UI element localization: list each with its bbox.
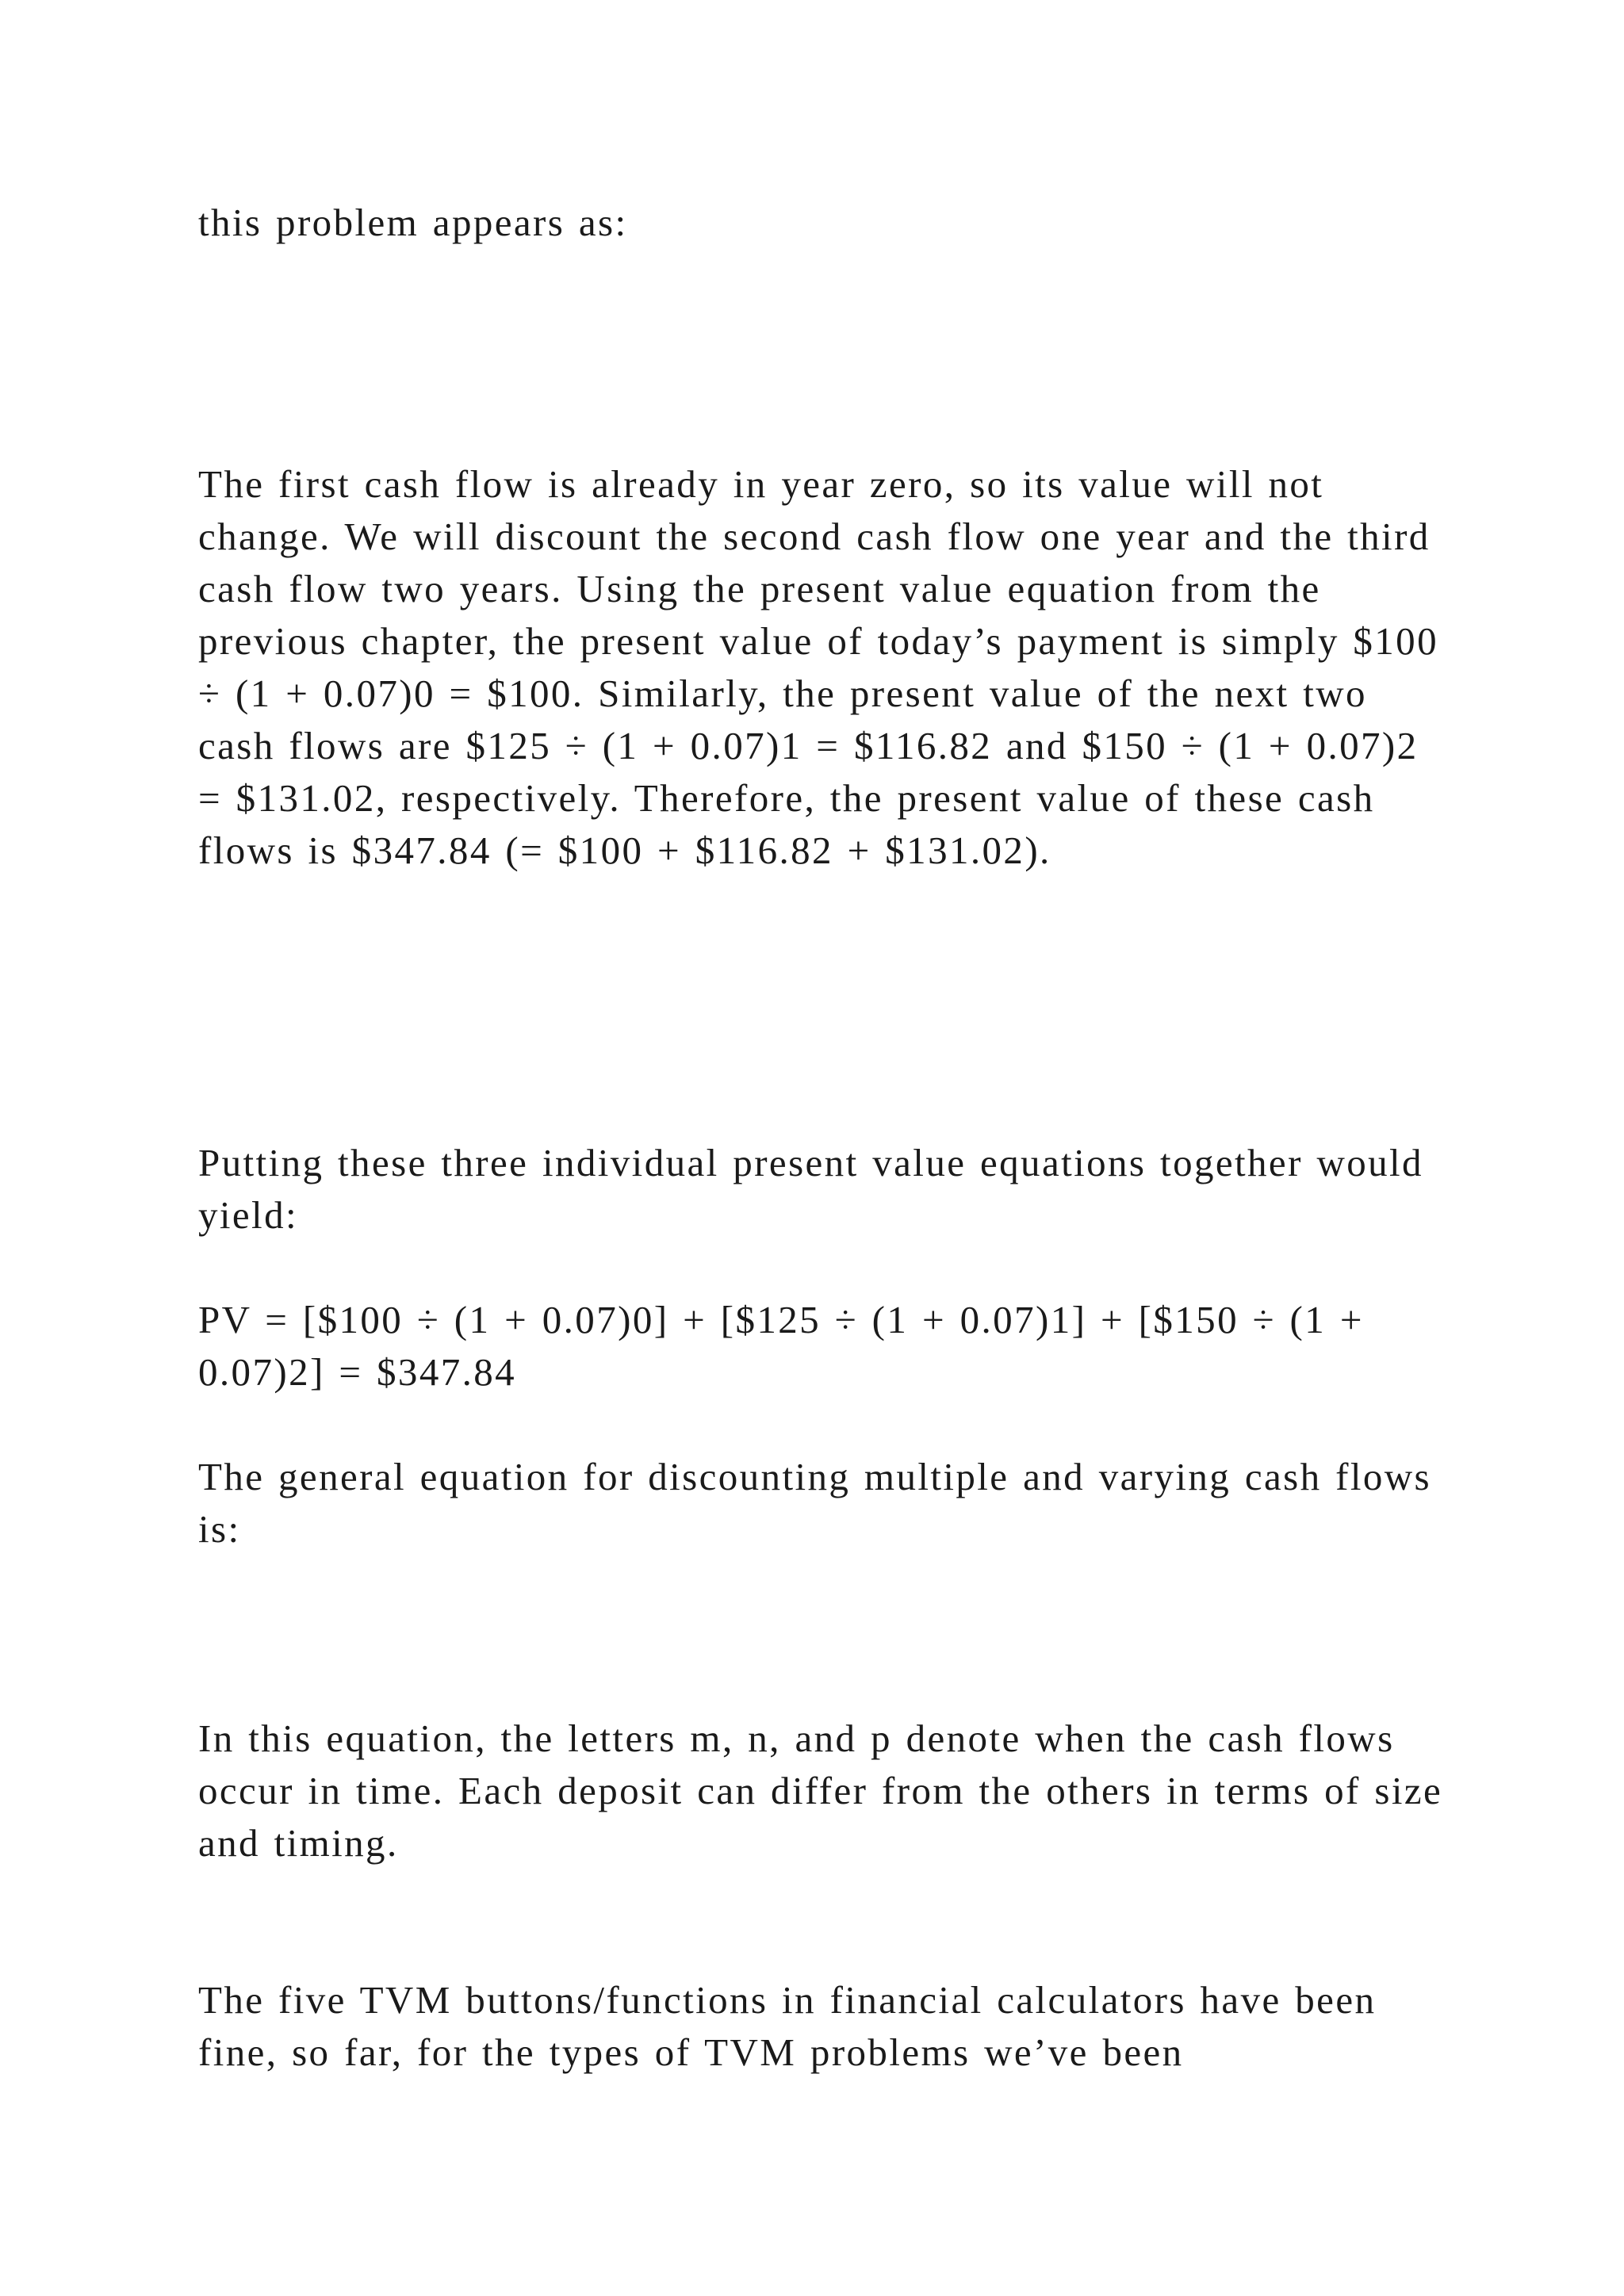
paragraph-general-equation: The general equation for discounting multiple and varying cash flows is: [198, 1455, 1432, 1551]
paragraph-equation-letters: In this equation, the letters m, n, and p denote when the cash flows occur in time. Each deposit can differ from the others in terms of size and timing. [198, 1716, 1443, 1865]
paragraph-cash-flow-explanation: The first cash flow is already in year zero, so its value will not change. We will discount the second cash flow one year and the third cash flow two years. Using the present value equation from the previous chapter, the present value of today’s payment is simply $100 ÷ (1 + 0.07)0 = $100. Similarly, the present value of the next two cash flows are $125 ÷ (1 + 0.07)1 = $116.82 and $150 ÷ (1 + 0.07)2 = $131.02, respectively. Therefore, the present value of these cash flows is $347.84 (= $100 + $116.82 + $131.02). [198, 462, 1438, 872]
paragraph-intro: this problem appears as: [198, 201, 628, 244]
paragraph-tvm-buttons: The five TVM buttons/functions in financial calculators have been fine, so far, for the types of TVM problems we’ve been [198, 1978, 1377, 2074]
paragraph-pv-equation: PV = [$100 ÷ (1 + 0.07)0] + [$125 ÷ (1 + 0.07)1] + [$150 ÷ (1 + 0.07)2] = $347.84 [198, 1298, 1364, 1394]
paragraph-combining-equations: Putting these three individual present value equations together would yield: [198, 1141, 1423, 1237]
